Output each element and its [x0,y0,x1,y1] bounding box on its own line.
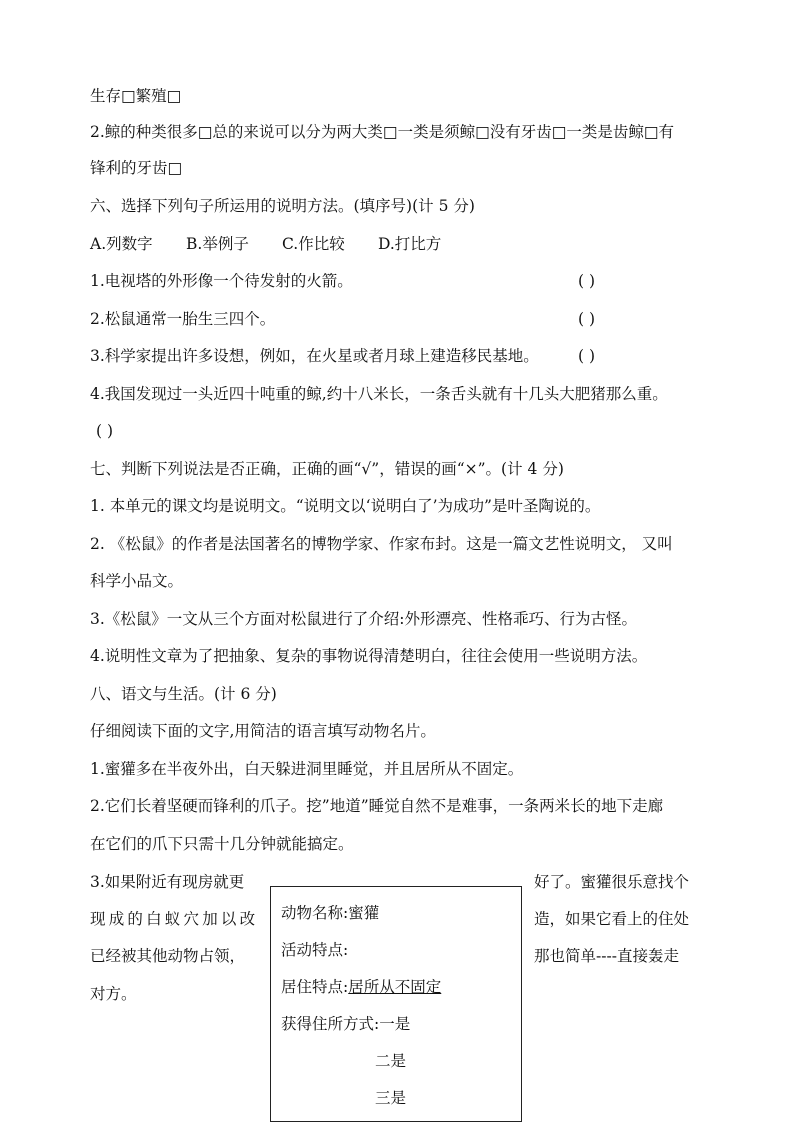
option-a: A.列数字 [90,235,153,253]
text-line: 现成的白蚁穴加以改 [90,910,259,928]
text-line: 2.它们长着坚硬而锋利的爪子。挖”地道”睡觉自然不是难事，一条两米长的地下走廊 [90,797,664,815]
question: 4.我国发现过一头近四十吨重的鲸,约十八米长，一条舌头就有十几头大肥猪那么重。 [90,385,668,403]
answer-paren: ( ) [96,422,114,440]
answer-paren: ( ) [578,272,596,290]
text-line: 那也简单----直接轰走 [534,947,679,965]
text-line: 已经被其他动物占领， [90,947,246,965]
question: 3.科学家提出许多设想，例如，在火星或者月球上建造移民基地。 [90,347,539,365]
question: 2.松鼠通常一胎生三四个。 [90,310,276,328]
card-habitat-row [281,977,441,997]
text-line: 3.如果附近有现房就更 [90,873,245,891]
section-heading: 八、语文与生活。(计 6 分) [90,685,277,703]
card-first: 一是 [379,1015,411,1033]
card-name-value: 蜜獾 [348,904,380,922]
card-habitat-value: 居所从不固定 [348,978,442,996]
text-line: 造，如果它看上的住处 [534,910,690,928]
text-line: 生存□繁殖□ [90,87,182,105]
card-name-row [281,903,379,923]
section-heading: 七、判断下列说法是否正确，正确的画“√”，错误的画“×”。(计 4 分) [90,460,564,478]
statement: 3.《松鼠》一文从三个方面对松鼠进行了介绍:外形漂亮、性格乖巧、行为古怪。 [90,610,638,628]
card-second: 二是 [375,1052,407,1070]
question: 1.电视塔的外形像一个待发射的火箭。 [90,272,353,290]
card-obtain-row [281,1014,410,1034]
text-line: 锋利的牙齿□ [90,159,183,177]
option-d: D.打比方 [378,235,442,253]
instruction: 仔细阅读下面的文字,用简洁的语言填写动物名片。 [90,722,436,740]
card-habitat-label: 居住特点: [281,978,349,996]
text-line: 科学小品文。 [90,572,184,590]
animal-card [270,886,522,1122]
card-activity-row [281,940,348,960]
text-line: 对方。 [90,985,137,1003]
statement: 1. 本单元的课文均是说明文。“说明文以‘说明白了’为成功”是叶圣陶说的。 [90,497,601,515]
card-name-label: 动物名称: [281,904,349,922]
option-b: B.举例子 [186,235,249,253]
text-line: 1.蜜獾多在半夜外出，白天躲进洞里睡觉，并且居所从不固定。 [90,760,524,778]
text-line: 2.鲸的种类很多□总的来说可以分为两大类□一类是须鲸□没有牙齿□一类是齿鲸□有 [90,123,675,141]
statement: 2. 《松鼠》的作者是法国著名的博物学家、作家布封。这是一篇文艺性说明文， 又叫 [90,535,673,553]
text-line: 好了。蜜獾很乐意找个 [534,873,690,891]
answer-paren: ( ) [578,310,596,328]
option-c: C.作比较 [282,235,345,253]
card-obtain-label: 获得住所方式: [281,1015,380,1033]
statement: 4.说明性文章为了把抽象、复杂的事物说得清楚明白，往往会使用一些说明方法。 [90,647,648,665]
text-line: 在它们的爪下只需十几分钟就能搞定。 [90,835,354,853]
answer-paren: ( ) [578,347,596,365]
card-activity-label: 活动特点: [281,941,349,959]
card-third: 三是 [375,1089,407,1107]
section-heading: 六、选择下列句子所运用的说明方法。(填序号)(计 5 分) [90,197,475,215]
